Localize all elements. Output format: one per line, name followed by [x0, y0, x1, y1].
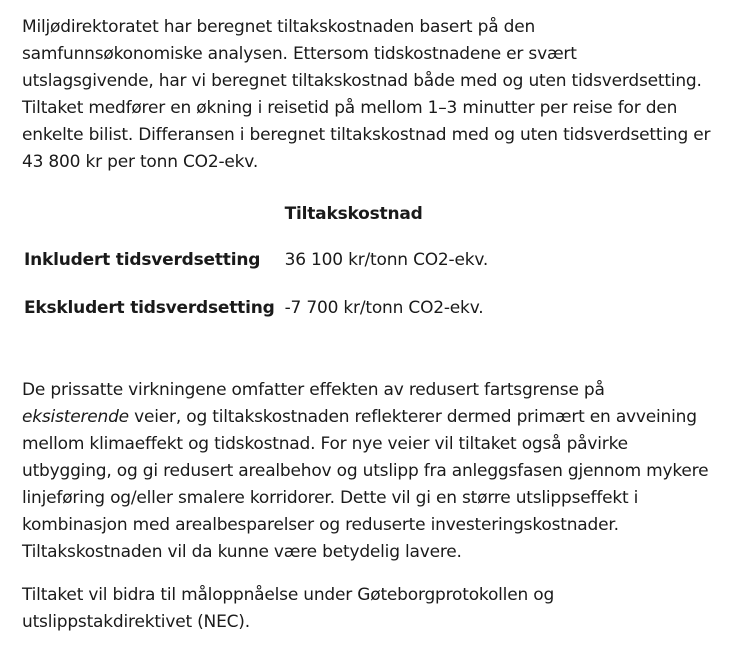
effects-text-before: De prissatte virkningene omfatter effekten av redusert fartsgrense på	[22, 380, 605, 400]
effects-emphasis: eksisterende	[22, 407, 129, 427]
effects-paragraph	[22, 377, 712, 566]
cost-table	[24, 192, 488, 332]
cost-table-row-excluding	[24, 284, 488, 332]
cost-table-row-including	[24, 236, 488, 284]
cost-table-row-value: 36 100 kr/tonn CO2-ekv.	[284, 250, 489, 270]
closing-paragraph: Tiltaket vil bidra til måloppnåelse under Gøteborgprotokollen og utslippstakdirektivet (NEC).	[22, 585, 555, 632]
effects-text-after: veier, og tiltakskostnaden reflekterer dermed primært en avveining mellom klimaeffekt og tidskostnad. For nye veier vil tiltaket også påvirke utbygging, og gi redusert arealbehov og utslipp fra anleggsfasen gjennom mykere linjeføring og/eller smalere korridorer. Dette vil gi en større utslippseffekt i kombinasjon med arealbesparelser og reduserte investeringskostnader. Tiltakskostnaden vil da kunne være betydelig lavere.	[22, 407, 709, 562]
cost-table-empty-header	[24, 192, 285, 236]
intro-paragraph: Miljødirektoratet har beregnet tiltakskostnaden basert på den samfunnsøkonomiske analysen. Ettersom tidskostnadene er svært utslagsgivende, har vi beregnet tiltakskostnad både med og uten tidsverdsetting. Tiltaket medfører en økning i reisetid på mellom 1–3 minutter per reise for den enkelte bilist. Differansen i beregnet tiltakskostnad med og uten tidsverdsetting er 43 800 kr per tonn CO2-ekv.	[22, 17, 711, 172]
cost-table-row-label: Inkludert tidsverdsetting	[24, 250, 261, 270]
cost-table-row-value: -7 700 kr/tonn CO2-ekv.	[284, 298, 484, 318]
article-body	[22, 14, 712, 636]
cost-table-column-header: Tiltakskostnad	[284, 204, 423, 224]
cost-table-header-row	[24, 192, 488, 236]
cost-table-row-label: Ekskludert tidsverdsetting	[24, 298, 275, 318]
